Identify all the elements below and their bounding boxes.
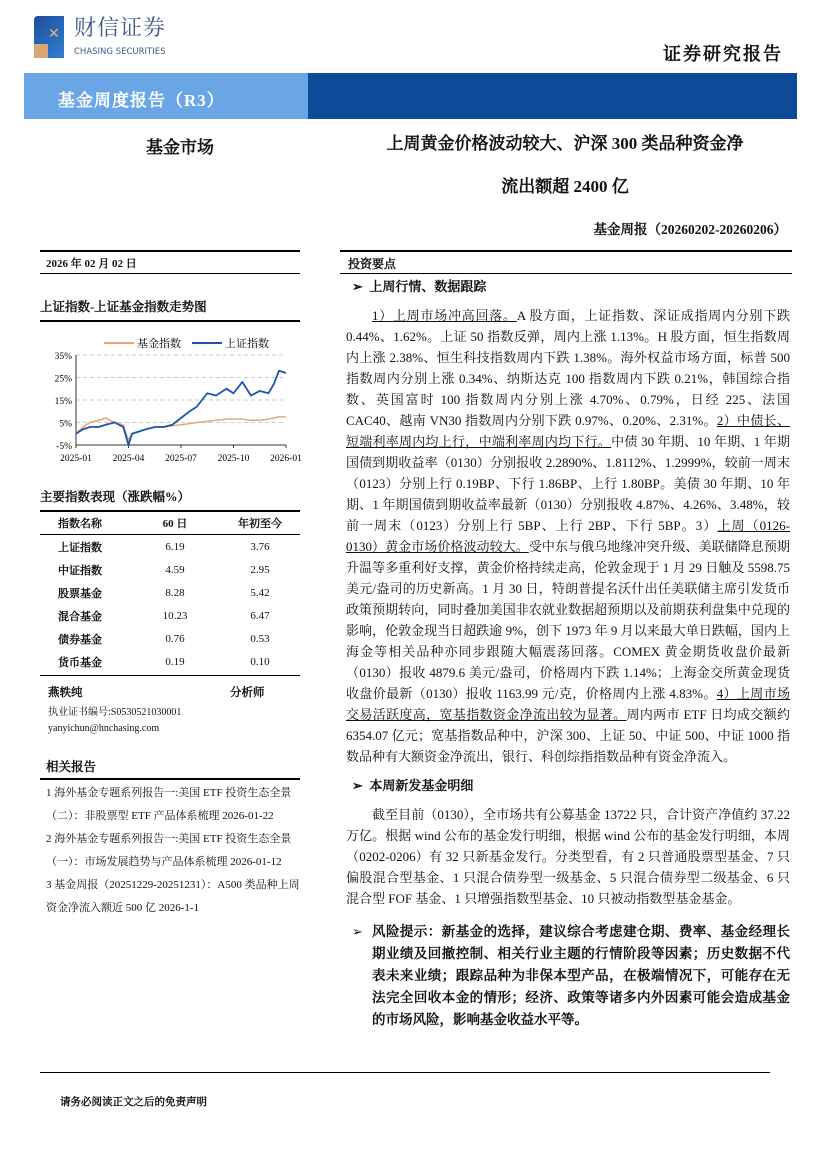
divider — [40, 250, 300, 252]
section-heading-market — [346, 278, 790, 296]
analyst-cert: 执业证书编号:S0530521030001 — [48, 707, 182, 718]
col-header: 年初至今 — [238, 518, 282, 530]
table-cell: 3.76 — [250, 540, 270, 553]
table-row — [40, 535, 300, 558]
report-date: 2026 年 02 月 02 日 — [46, 258, 137, 270]
analyst-role: 分析师 — [230, 687, 265, 699]
report-title — [330, 122, 800, 208]
company-logo — [34, 16, 184, 64]
table-cell: 6.19 — [165, 540, 185, 553]
table-cell: 0.10 — [250, 655, 270, 668]
text: 中债 30 年期、10 年期、1 年期国债到期收益率（0130）分别报收 2.2890%、1.8112%、1.2999%，较前一周末（0123）分别上行 0.19BP、下行 1.86BP、上行 1.80BP。美债 30 年期、10 年期、1 年期国债到期收益率最新（0130）分别报收 4.87%、4.26%、3.48%，较前一周末（0123）分别上行 5BP、上行 2BP、下行 5BP。3） — [346, 434, 790, 533]
key-point-1: 1）上周市场冲高回落。 — [372, 308, 517, 323]
table-cell: 8.28 — [165, 586, 185, 599]
x-tick-label: 2025-07 — [165, 454, 197, 464]
title-line-2: 流出额超 2400 亿 — [501, 177, 629, 196]
y-tick-label: -5% — [56, 442, 72, 452]
table-row — [40, 604, 300, 627]
key-point-3: 上周（0126-0130）黄金市场价格波动较大。 — [346, 518, 790, 554]
divider — [40, 778, 300, 780]
table-row — [40, 627, 300, 650]
divider — [40, 675, 300, 676]
index-name: 上证指数 — [58, 541, 102, 554]
index-name: 中证指数 — [58, 564, 102, 577]
sector-label: 基金市场 — [146, 138, 214, 157]
table-header — [40, 512, 300, 535]
disclaimer-note: 请务必阅读正文之后的免责声明 — [60, 1097, 207, 1108]
related-reports — [46, 782, 300, 920]
new-funds-text — [346, 804, 790, 909]
legend-label-fund: 基金指数 — [137, 337, 181, 350]
index-name: 混合基金 — [58, 610, 102, 623]
divider — [340, 273, 792, 274]
table-cell: 10.23 — [162, 609, 188, 622]
risk-block — [346, 921, 790, 1031]
perf-table — [40, 512, 300, 673]
arrow-bullet-icon: ➢ — [352, 279, 370, 294]
analyst-email[interactable]: yanyichun@hnchasing.com — [48, 723, 160, 734]
index-name: 债券基金 — [58, 633, 102, 646]
x-tick-label: 2026-01 — [270, 454, 302, 464]
section-title: 本周新发基金明细 — [369, 778, 474, 793]
table-cell: 6.47 — [250, 609, 270, 622]
perf-table-title: 主要指数表现（涨跌幅%） — [40, 490, 191, 504]
report-subtitle: 基金周报（20260202-20260206） — [593, 222, 787, 237]
chart-title: 上证指数-上证基金指数走势图 — [40, 300, 207, 314]
arrow-bullet-icon: ➢ — [352, 924, 363, 939]
section-heading-new-funds — [346, 777, 790, 795]
section-title: 上周行情、数据跟踪 — [369, 279, 487, 294]
table-cell: 5.42 — [250, 586, 270, 599]
table-cell: 0.76 — [165, 632, 185, 645]
logo-mark-icon: ✕ — [34, 16, 64, 58]
main-column — [346, 278, 790, 1031]
footer-divider — [40, 1072, 770, 1073]
table-cell: 0.19 — [165, 655, 185, 668]
table-cell: 0.53 — [250, 632, 270, 645]
index-chart — [34, 328, 304, 478]
market-summary — [346, 305, 790, 767]
divider — [40, 273, 300, 274]
related-report-link[interactable]: 3 基金周报（20251229-20251231）：A500 类品种上周资金净流入额近 500 亿 2026-1-1 — [46, 879, 300, 914]
divider — [340, 250, 792, 252]
doc-type: 证券研究报告 — [663, 44, 783, 64]
risk-warning: 风险提示：新基金的选择，建议综合考虑建仓期、费率、基金经理长期业绩及回撤控制、相关行业主题的行情阶段等因素；历史数据不代表未来业绩；跟踪品种为非保本型产品，在极端情况下，可能存在无法完全回收本金的情形；经济、政策等诸多内外因素可能会造成基金的市场风险，影响基金收益水平等。 — [372, 924, 790, 1027]
arrow-bullet-icon: ➢ — [352, 778, 370, 793]
col-header: 指数名称 — [58, 518, 102, 530]
text: 周内两市 ETF 日均成交额约 6354.07 亿元；宽基指数品种中，沪深 300、上证 50、中证 500、中证 1000 指数品种有大额资金净流出，银行、科创综指指数品种有资金净流入。 — [346, 707, 790, 764]
key-point-2: 2）中债长、短端利率周内均上行，中端利率周内均下行。 — [346, 413, 790, 449]
main-heading: 投资要点 — [348, 257, 397, 271]
y-tick-label: 35% — [54, 352, 72, 362]
x-tick-label: 2025-01 — [60, 454, 92, 464]
related-report-link[interactable]: 1 海外基金专题系列报告一:美国 ETF 投资生态全景（二）：非股票型 ETF 产品体系梳理 2026-01-22 — [46, 787, 292, 822]
table-row — [40, 558, 300, 581]
series-line-shanghai-index — [76, 371, 286, 445]
y-tick-label: 15% — [54, 397, 72, 407]
index-name: 股票基金 — [58, 587, 102, 600]
table-row — [40, 650, 300, 673]
text: 截至目前（0130），全市场共有公募基金 13722 只，合计资产净值约 37.22 万亿。根据 wind 公布的基金发行明细，根据 wind 公布的基金发行明细，本周（0202-0206）有 32 只新基金发行。分类型看，有 2 只普通股票型基金、7 只偏股混合型基金、1 只混合债券型一级基金、5 只混合债券型二级基金、6 只混合型 FOF 基金、1 只增强指数型基金、10 只被动指数型基金基金。 — [346, 807, 790, 906]
y-tick-label: 5% — [59, 419, 72, 430]
index-name: 货币基金 — [58, 656, 102, 669]
col-header: 60 日 — [162, 518, 188, 530]
table-cell: 4.59 — [165, 563, 185, 576]
related-title: 相关报告 — [46, 760, 97, 774]
table-cell: 2.95 — [250, 563, 270, 576]
x-tick-label: 2025-04 — [112, 454, 145, 464]
related-report-link[interactable]: 2 海外基金专题系列报告一:美国 ETF 投资生态全景（一）：市场发展趋势与产品体系梳理 2026-01-12 — [46, 833, 292, 868]
text: A 股方面，上证指数、深证成指周内分别下跌 0.44%、1.62%。上证 50 指数反弹，周内上涨 1.13%。H 股方面，恒生指数周内上涨 2.38%、恒生科技指数周内下跌 1.38%。海外权益市场方面，标普 500 指数周内分别上涨 0.34%、纳斯达克 100 指数周内下跌 0.21%，韩国综合指数、英国富时 100 指数周内分别上涨 4.70%、0.79%，日经 225、法国 CAC40、越南 VN30 指数周内分别下跌 0.97%、0.20%、2.31%。 — [346, 308, 790, 428]
legend-label-sh: 上证指数 — [225, 337, 269, 350]
analyst-name: 燕轶纯 — [48, 687, 83, 699]
y-tick-label: 25% — [54, 374, 72, 385]
title-line-1: 上周黄金价格波动较大、沪深 300 类品种资金净 — [386, 134, 744, 153]
logo-en: CHASING SECURITIES — [74, 47, 166, 57]
text: 受中东与俄乌地缘冲突升级、美联储降息预期升温等多重利好支撑，黄金价格持续走高，伦敦金现于 1 月 29 日触及 5598.75 美元/盎司的历史新高。1 月 30 日，特朗普提名沃什出任美联储主席引发货币政策预期转向，同时叠加美国非农就业数据超预期以及前期获利盘集中兑现的影响，伦敦金现当日超跌逾 9%，创下 1973 年 9 月以来最大单日跌幅，国内上海金等相关品种亦同步跟随大幅震荡回落。COMEX 黄金期货收盘价最新（0130）报收 4879.6 美元/盎司，价格周内下跌 1.14%；上海金交所黄金现货收盘价最新（0130）报收 1163.99 元/克，价格周内上涨 4.83%。 — [346, 539, 790, 701]
key-point-4: 4）上周市场交易活跃度高，宽基指数资金净流出较为显著。 — [346, 686, 790, 722]
band-title: 基金周度报告（R3） — [58, 91, 225, 110]
x-tick-label: 2025-10 — [217, 454, 250, 464]
series-line-fund-index — [76, 417, 286, 441]
table-row — [40, 581, 300, 604]
logo-cn: 财信证券 — [74, 16, 167, 41]
divider — [40, 320, 300, 322]
